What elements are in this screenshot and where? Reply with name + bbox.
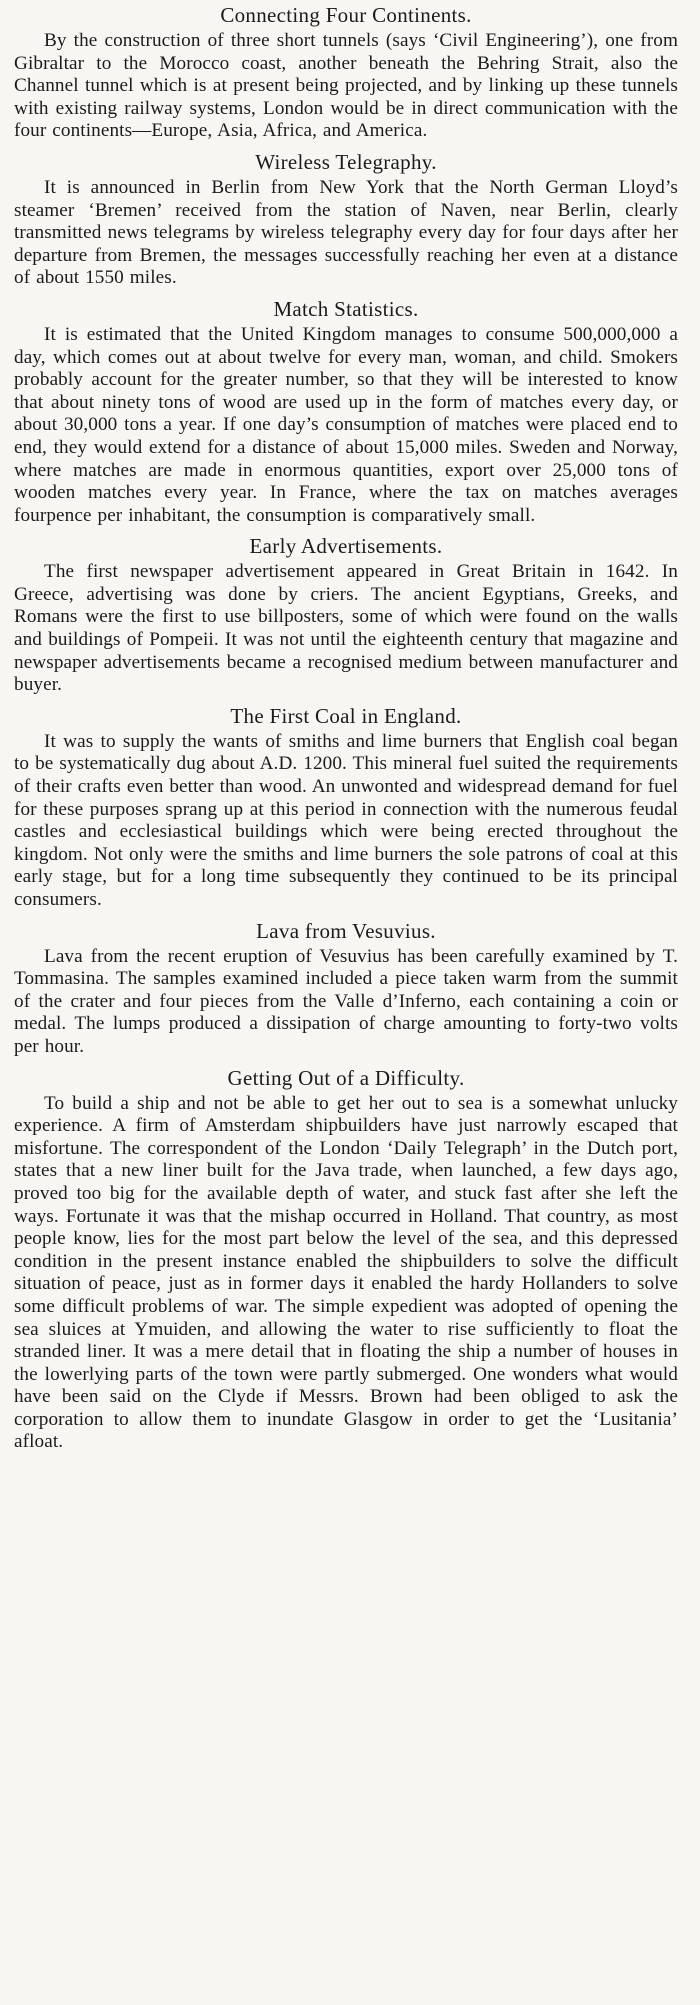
- article-body: Lava from the recent eruption of Vesuvius has been carefully examined by T. Tommasina. The samples examined included a piece taken warm from the summit of the crater and four pieces from the Valle d’Inferno, each containing a coin or medal. The lumps produced a dissipation of charge amounting to forty-two volts per hour.: [14, 945, 678, 1057]
- article-lava-from-vesuvius: [14, 918, 678, 1059]
- article-getting-out-of-a-difficulty: [14, 1065, 678, 1455]
- article-headline: Match Statistics.: [273, 296, 419, 321]
- article-headline: Early Advertisements.: [249, 534, 443, 559]
- article-wireless-telegraphy: [14, 149, 678, 290]
- article-headline: The First Coal in England.: [230, 703, 462, 728]
- article-headline: Lava from Vesuvius.: [256, 918, 436, 943]
- article-match-statistics: [14, 296, 678, 527]
- article-headline: Getting Out of a Difficulty.: [227, 1065, 465, 1090]
- article-headline: Wireless Telegraphy.: [255, 149, 437, 174]
- article-early-advertisements: [14, 533, 678, 697]
- article-body: To build a ship and not be able to get her out to sea is a somewhat unlucky experience. A firm of Amsterdam shipbuilders have just narrowly escaped that misfortune. The correspondent of the London ‘Daily Telegraph’ in the Dutch port, states that a new liner built for the Java trade, when launched, a few days ago, proved too big for the available depth of water, and stuck fast after she left the ways. Fortunate it was that the mishap occurred in Holland. That country, as most people know, lies for the most part below the level of the sea, and this depressed condition in the present instance enabled the shipbuilders to solve the difficult situation of peace, just as in former days it enabled the hardy Hollanders to solve some difficult problems of war. The simple expedient was adopted of opening the sea sluices at Ymuiden, and allowing the water to rise sufficiently to float the stranded liner. It was a mere detail that in floating the ship a number of houses in the lowerlying parts of the town were partly submerged. One wonders what would have been said on the Clyde if Messrs. Brown had been obliged to ask the corporation to allow them to inundate Glasgow in order to get the ‘Lusitania’ afloat.: [14, 1092, 678, 1453]
- article-body: It was to supply the wants of smiths and lime burners that English coal began to be systematically dug about A.D. 1200. This mineral fuel suited the requirements of their crafts even better than wood. An unwonted and widespread demand for fuel for these purposes sprang up at this period in connection with the numerous feudal castles and ecclesiastical buildings which were being erected throughout the kingdom. Not only were the smiths and lime burners the sole patrons of coal at this early stage, but for a long time subsequently they continued to be its principal consumers.: [14, 730, 678, 910]
- article-body: It is estimated that the United Kingdom manages to consume 500,000,000 a day, which comes out at about twelve for every man, woman, and child. Smokers probably account for the greater number, so that they will be interested to know that about ninety tons of wood are used up in the form of matches every day, or about 30,000 tons a year. If one day’s consumption of matches were placed end to end, they would extend for a distance of about 15,000 miles. Sweden and Norway, where matches are made in enormous quantities, export over 25,000 tons of wooden matches every year. In France, where the tax on matches averages fourpence per inhabitant, the consumption is comparatively small.: [14, 323, 678, 526]
- article-body: The first newspaper advertisement appeared in Great Britain in 1642. In Greece, advertising was done by criers. The ancient Egyptians, Greeks, and Romans were the first to use billposters, some of which were found on the walls and buildings of Pompeii. It was not until the eighteenth century that magazine and newspaper advertisements became a recognised medium between manufacturer and buyer.: [14, 561, 678, 696]
- newspaper-column: [14, 2, 678, 1460]
- article-body: By the construction of three short tunnels (says ‘Civil Engineering’), one from Gibraltar to the Morocco coast, another beneath the Behring Strait, also the Channel tunnel which is at present being projected, and by linking up these tunnels with existing railway systems, London would be in direct communication with the four continents—Europe, Asia, Africa, and America.: [14, 30, 678, 142]
- article-first-coal-in-england: [14, 703, 678, 912]
- article-headline: Connecting Four Continents.: [220, 3, 472, 27]
- article-connecting-four-continents: [14, 2, 678, 143]
- article-body: It is announced in Berlin from New York that the North German Lloyd’s steamer ‘Bremen’ received from the station of Naven, near Berlin, clearly transmitted news telegrams by wireless telegraphy every day for four days after her departure from Bremen, the messages successfully reaching her even at a distance of about 1550 miles.: [14, 176, 678, 289]
